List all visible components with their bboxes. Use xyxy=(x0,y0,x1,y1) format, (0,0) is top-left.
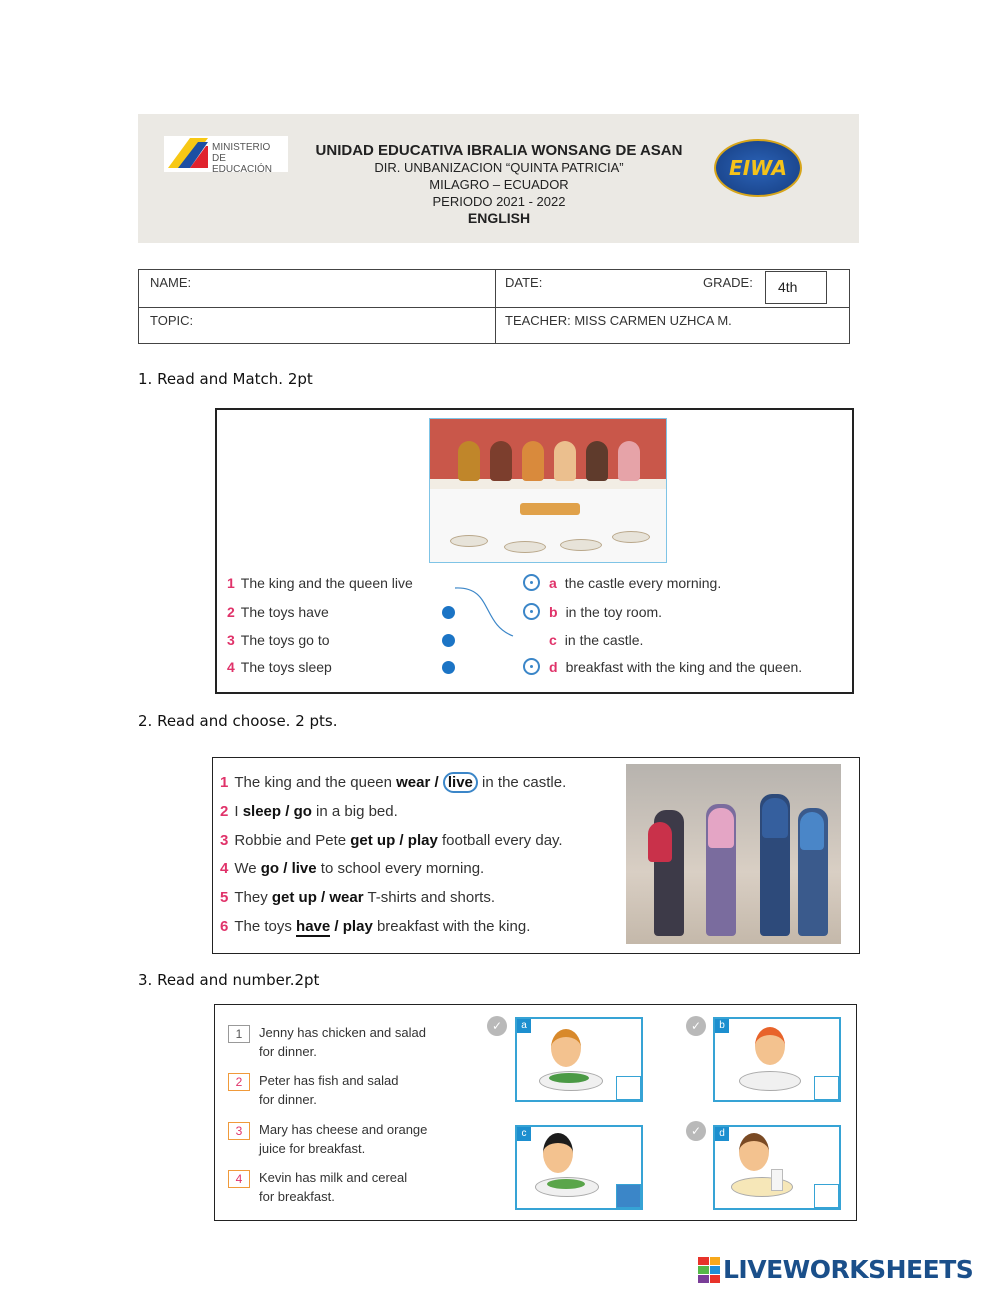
topic-label: TOPIC: xyxy=(150,313,194,328)
scene-plate xyxy=(612,531,650,543)
ministry-line1: MINISTERIO xyxy=(212,142,271,153)
school-city: MILAGRO – ECUADOR xyxy=(429,177,569,192)
sentence-number: 6 xyxy=(220,918,229,935)
section3-title: 3. Read and number.2pt xyxy=(138,971,320,989)
option-2[interactable]: wear xyxy=(329,889,364,906)
name-label: NAME: xyxy=(150,275,192,290)
match-left-item xyxy=(227,604,329,620)
number-exercise xyxy=(214,1004,857,1221)
option-1[interactable]: go xyxy=(260,860,280,877)
scene-plate xyxy=(504,541,546,553)
item-text: The toys sleep xyxy=(240,659,332,675)
description-line: Jenny has chicken and salad xyxy=(259,1025,426,1040)
item-text: The king and the queen live xyxy=(240,575,413,591)
photo-backpack xyxy=(648,822,672,862)
plate xyxy=(739,1071,801,1091)
scene-table xyxy=(430,489,666,562)
match-right-item xyxy=(549,632,643,648)
item-letter: d xyxy=(549,659,558,675)
answer-slot-a[interactable] xyxy=(616,1076,641,1100)
scene-plate xyxy=(560,539,602,551)
option-2-selected[interactable]: live xyxy=(443,772,478,793)
liveworksheets-brand xyxy=(698,1255,973,1284)
answer-slot-c[interactable] xyxy=(616,1184,641,1208)
option-1[interactable]: sleep xyxy=(242,803,282,820)
description xyxy=(259,1071,398,1109)
sentence-text: I xyxy=(234,803,243,820)
scene-plate xyxy=(450,535,488,547)
description-line: juice for breakfast. xyxy=(259,1141,366,1156)
description-line: Peter has fish and salad xyxy=(259,1073,399,1088)
match-target-d[interactable] xyxy=(523,658,540,675)
item-letter: a xyxy=(549,575,557,591)
check-icon: ✓ xyxy=(487,1016,507,1036)
choose-sentence xyxy=(220,803,398,820)
match-target-a[interactable] xyxy=(523,574,540,591)
item-number: 3 xyxy=(227,632,235,648)
picture-label: c xyxy=(517,1127,531,1141)
liveworksheets-logo-icon xyxy=(698,1257,720,1283)
match-dot-4[interactable] xyxy=(442,661,455,674)
sentence-text: We xyxy=(234,860,261,877)
plate xyxy=(731,1177,793,1197)
ecuador-flag-icon xyxy=(168,138,208,168)
option-2[interactable]: play xyxy=(407,832,438,849)
section1-title: 1. Read and Match. 2pt xyxy=(138,370,313,388)
eiwa-logo xyxy=(714,139,802,197)
sentence-text: They xyxy=(234,889,272,906)
option-separator: / xyxy=(330,918,343,935)
child-face xyxy=(739,1133,769,1171)
option-1[interactable]: get up xyxy=(350,832,396,849)
match-right-item xyxy=(549,659,802,675)
ministry-line2: DE EDUCACIÓN xyxy=(212,153,273,175)
sentence-text: Robbie and Pete xyxy=(234,832,351,849)
brand-name: LIVEWORKSHEETS xyxy=(723,1255,974,1284)
item-letter: b xyxy=(549,604,558,620)
description-line: for dinner. xyxy=(259,1092,317,1107)
child-face xyxy=(543,1133,573,1173)
match-left-item xyxy=(227,575,413,591)
sentence-number: 5 xyxy=(220,889,229,906)
match-right-item xyxy=(549,604,662,620)
match-left-item xyxy=(227,632,330,648)
picture-label: a xyxy=(517,1019,531,1033)
option-separator: / xyxy=(430,774,443,791)
option-1[interactable]: wear xyxy=(396,774,431,791)
option-separator: / xyxy=(395,832,408,849)
choose-sentence xyxy=(220,832,563,849)
option-1[interactable]: get up xyxy=(271,889,317,906)
item-text: breakfast with the king and the queen. xyxy=(565,659,803,675)
milk-glass xyxy=(771,1169,783,1191)
check-icon: ✓ xyxy=(686,1121,706,1141)
picture-label: d xyxy=(715,1127,729,1141)
item-number: 4 xyxy=(227,659,235,675)
food xyxy=(547,1179,585,1189)
section2-title: 2. Read and choose. 2 pts. xyxy=(138,712,338,730)
choose-sentence xyxy=(220,860,484,877)
answer-slot-d[interactable] xyxy=(814,1184,839,1208)
picture-c xyxy=(515,1125,643,1210)
option-2[interactable]: play xyxy=(342,918,373,935)
description-line: for dinner. xyxy=(259,1044,317,1059)
number-box: 4 xyxy=(228,1170,250,1188)
match-dot-2[interactable] xyxy=(442,606,455,619)
check-icon: ✓ xyxy=(686,1016,706,1036)
scene-food xyxy=(520,503,580,515)
option-separator: / xyxy=(316,889,330,906)
sentence-text: to school every morning. xyxy=(316,860,485,877)
school-children-photo xyxy=(626,764,841,944)
photo-backpack xyxy=(708,808,734,848)
table-divider xyxy=(139,307,849,308)
ministry-logo xyxy=(164,136,288,175)
sentence-text: in a big bed. xyxy=(311,803,398,820)
match-exercise xyxy=(215,408,854,694)
sentence-number: 4 xyxy=(220,860,229,877)
description-line: Kevin has milk and cereal xyxy=(259,1170,408,1185)
option-2[interactable]: live xyxy=(291,860,317,877)
sentence-text: T-shirts and shorts. xyxy=(363,889,496,906)
eiwa-logo-text: EIWA xyxy=(729,156,787,180)
grade-field[interactable]: 4th xyxy=(765,271,827,304)
sentence-text: The toys xyxy=(234,918,297,935)
match-target-b[interactable] xyxy=(523,603,540,620)
picture-a xyxy=(515,1017,643,1102)
item-number: 1 xyxy=(227,575,235,591)
child-face xyxy=(551,1029,581,1067)
student-info-table xyxy=(138,269,850,344)
picture-d xyxy=(713,1125,841,1210)
date-label: DATE: xyxy=(505,275,543,290)
picture-label: b xyxy=(715,1019,729,1033)
choose-exercise xyxy=(212,757,860,954)
scene-character xyxy=(586,441,608,481)
match-line xyxy=(453,580,523,640)
number-box: 1 xyxy=(228,1025,250,1043)
description xyxy=(259,1120,427,1158)
choose-sentence xyxy=(220,918,530,935)
school-period: PERIODO 2021 - 2022 xyxy=(432,194,566,209)
sentence-number: 2 xyxy=(220,803,229,820)
subject-title: ENGLISH xyxy=(467,210,531,226)
sentence-text: breakfast with the king. xyxy=(372,918,531,935)
option-separator: / xyxy=(279,860,292,877)
option-1-selected[interactable]: have xyxy=(296,918,331,935)
option-separator: / xyxy=(281,803,294,820)
item-text: in the castle. xyxy=(564,632,644,648)
breakfast-scene-image xyxy=(429,418,667,563)
scene-character xyxy=(490,441,512,481)
description-line: Mary has cheese and orange xyxy=(259,1122,428,1137)
item-text: in the toy room. xyxy=(565,604,663,620)
description-line: for breakfast. xyxy=(259,1189,335,1204)
choose-sentence xyxy=(220,889,495,906)
scene-character xyxy=(554,441,576,481)
scene-character xyxy=(618,441,640,481)
photo-backpack xyxy=(800,812,824,850)
photo-backpack xyxy=(762,798,788,838)
choose-sentence xyxy=(220,774,566,791)
school-address: DIR. UNBANIZACION “QUINTA PATRICIA” xyxy=(374,160,624,175)
option-2[interactable]: go xyxy=(293,803,312,820)
teacher-label: TEACHER: MISS CARMEN UZHCA M. xyxy=(505,313,732,328)
sentence-text: in the castle. xyxy=(477,774,567,791)
item-text: The toys have xyxy=(240,604,329,620)
sentence-number: 1 xyxy=(220,774,229,791)
item-text: The toys go to xyxy=(240,632,330,648)
scene-character xyxy=(522,441,544,481)
sentence-number: 3 xyxy=(220,832,229,849)
description xyxy=(259,1023,426,1061)
child-face xyxy=(755,1027,785,1065)
item-text: the castle every morning. xyxy=(564,575,722,591)
sentence-text: football every day. xyxy=(437,832,563,849)
answer-slot-b[interactable] xyxy=(814,1076,839,1100)
sentence-text: The king and the queen xyxy=(234,774,397,791)
ministry-text xyxy=(212,142,288,175)
match-left-item xyxy=(227,659,332,675)
number-box: 2 xyxy=(228,1073,250,1091)
item-letter: c xyxy=(549,632,557,648)
match-right-item xyxy=(549,575,721,591)
school-info xyxy=(290,142,708,227)
number-box: 3 xyxy=(228,1122,250,1140)
description xyxy=(259,1168,407,1206)
school-name: UNIDAD EDUCATIVA IBRALIA WONSANG DE ASAN xyxy=(315,142,683,159)
food xyxy=(549,1073,589,1083)
scene-character xyxy=(458,441,480,481)
grade-label: GRADE: xyxy=(703,275,753,290)
picture-b xyxy=(713,1017,841,1102)
item-number: 2 xyxy=(227,604,235,620)
match-dot-3[interactable] xyxy=(442,634,455,647)
